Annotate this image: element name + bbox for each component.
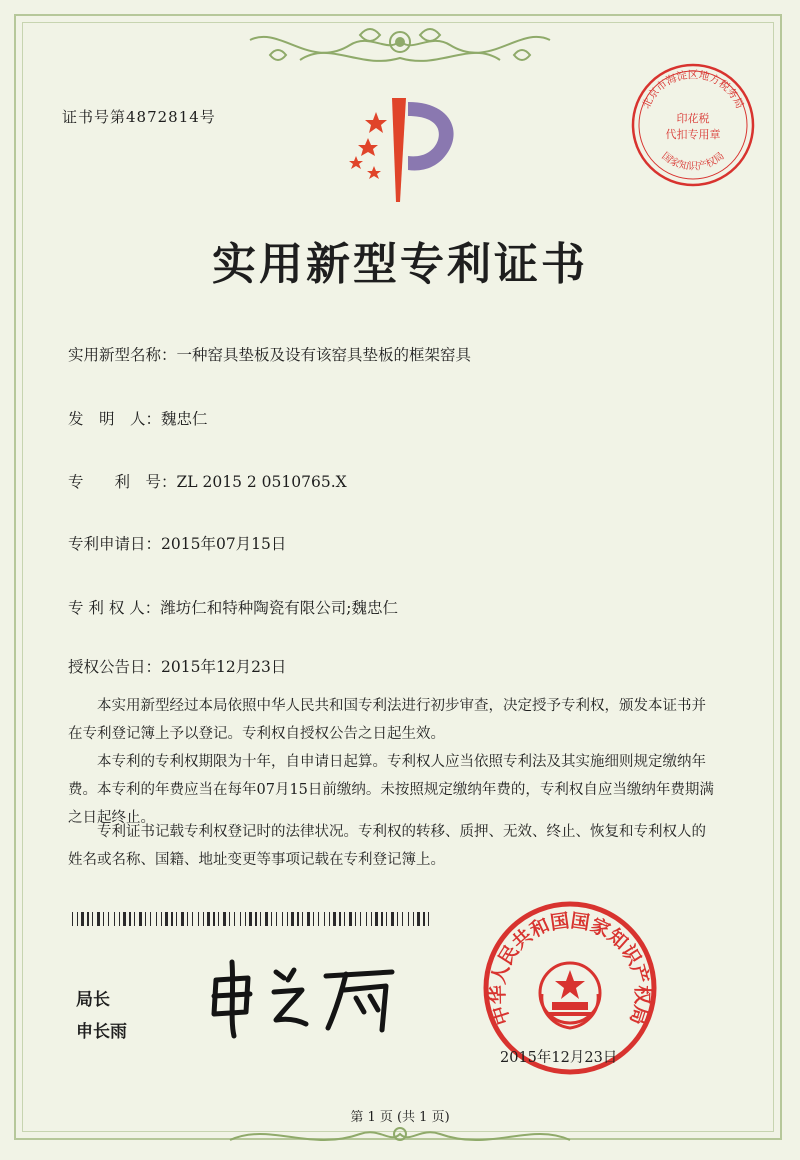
svg-text:北京市海淀区地方税务局: 北京市海淀区地方税务局: [640, 69, 746, 111]
field-label: 发 明 人：: [68, 410, 162, 428]
field-value: ZL 2015 2 0510765.X: [176, 473, 347, 491]
signatory-role: 局长: [76, 990, 110, 1010]
field-label: 专利申请日：: [68, 535, 162, 553]
field-patent-number: [68, 470, 347, 492]
field-application-date: [68, 532, 286, 554]
svg-text:代扣专用章: 代扣专用章: [665, 128, 721, 141]
field-label: 实用新型名称：: [68, 346, 177, 364]
page-number: 第 1 页 (共 1 页): [350, 1110, 450, 1125]
field-label: 专 利 号：: [68, 473, 177, 491]
document-title: 实用新型专利证书: [212, 239, 588, 290]
field-value: 潍坊仁和特种陶瓷有限公司;魏忠仁: [160, 599, 399, 617]
field-label: 授权公告日：: [68, 658, 162, 676]
body-paragraph: 本实用新型经过本局依照中华人民共和国专利法进行初步审查，决定授予专利权，颁发本证书并在专利登记簿上予以登记。专利权自授权公告之日起生效。: [68, 698, 706, 742]
field-label: 专 利 权 人：: [68, 599, 161, 617]
svg-text:印花税: 印花税: [676, 112, 710, 125]
field-value: 2015年12月23日: [161, 658, 287, 676]
field-inventor: [68, 407, 208, 429]
field-patentee: [68, 596, 398, 618]
field-utility-model-name: [68, 343, 471, 365]
field-grant-date: [68, 655, 286, 677]
signatory-name: 申长雨: [76, 1022, 127, 1042]
patent-office-logo-icon: [330, 90, 470, 210]
issue-date: 2015年12月23日: [500, 1050, 618, 1066]
top-ornament-icon: [240, 20, 560, 78]
svg-text:国家知识产权局: 国家知识产权局: [659, 150, 727, 173]
certificate-number: 证书号第4872814号: [62, 108, 216, 126]
field-value: 2015年07月15日: [161, 535, 287, 553]
field-value: 魏忠仁: [161, 410, 208, 428]
svg-text:中华人民共和国国家知识产权局: 中华人民共和国国家知识产权局: [486, 909, 654, 1028]
barcode-icon: [72, 912, 432, 926]
field-value: 一种窑具垫板及设有该窑具垫板的框架窑具: [176, 346, 472, 364]
body-paragraph: 专利证书记载专利权登记时的法律状况。专利权的转移、质押、无效、终止、恢复和专利权人的姓名或名称、国籍、地址变更等事项记载在专利登记簿上。: [68, 824, 706, 868]
tax-stamp-icon: [628, 60, 758, 190]
handwritten-signature-icon: [196, 950, 406, 1040]
body-paragraph: 本专利的专利权期限为十年，自申请日起算。专利权人应当依照专利法及其实施细则规定缴纳年费。本专利的年费应当在每年07月15日前缴纳。未按照规定缴纳年费的，专利权自应当缴纳年费期满之日起终止。: [68, 754, 714, 826]
